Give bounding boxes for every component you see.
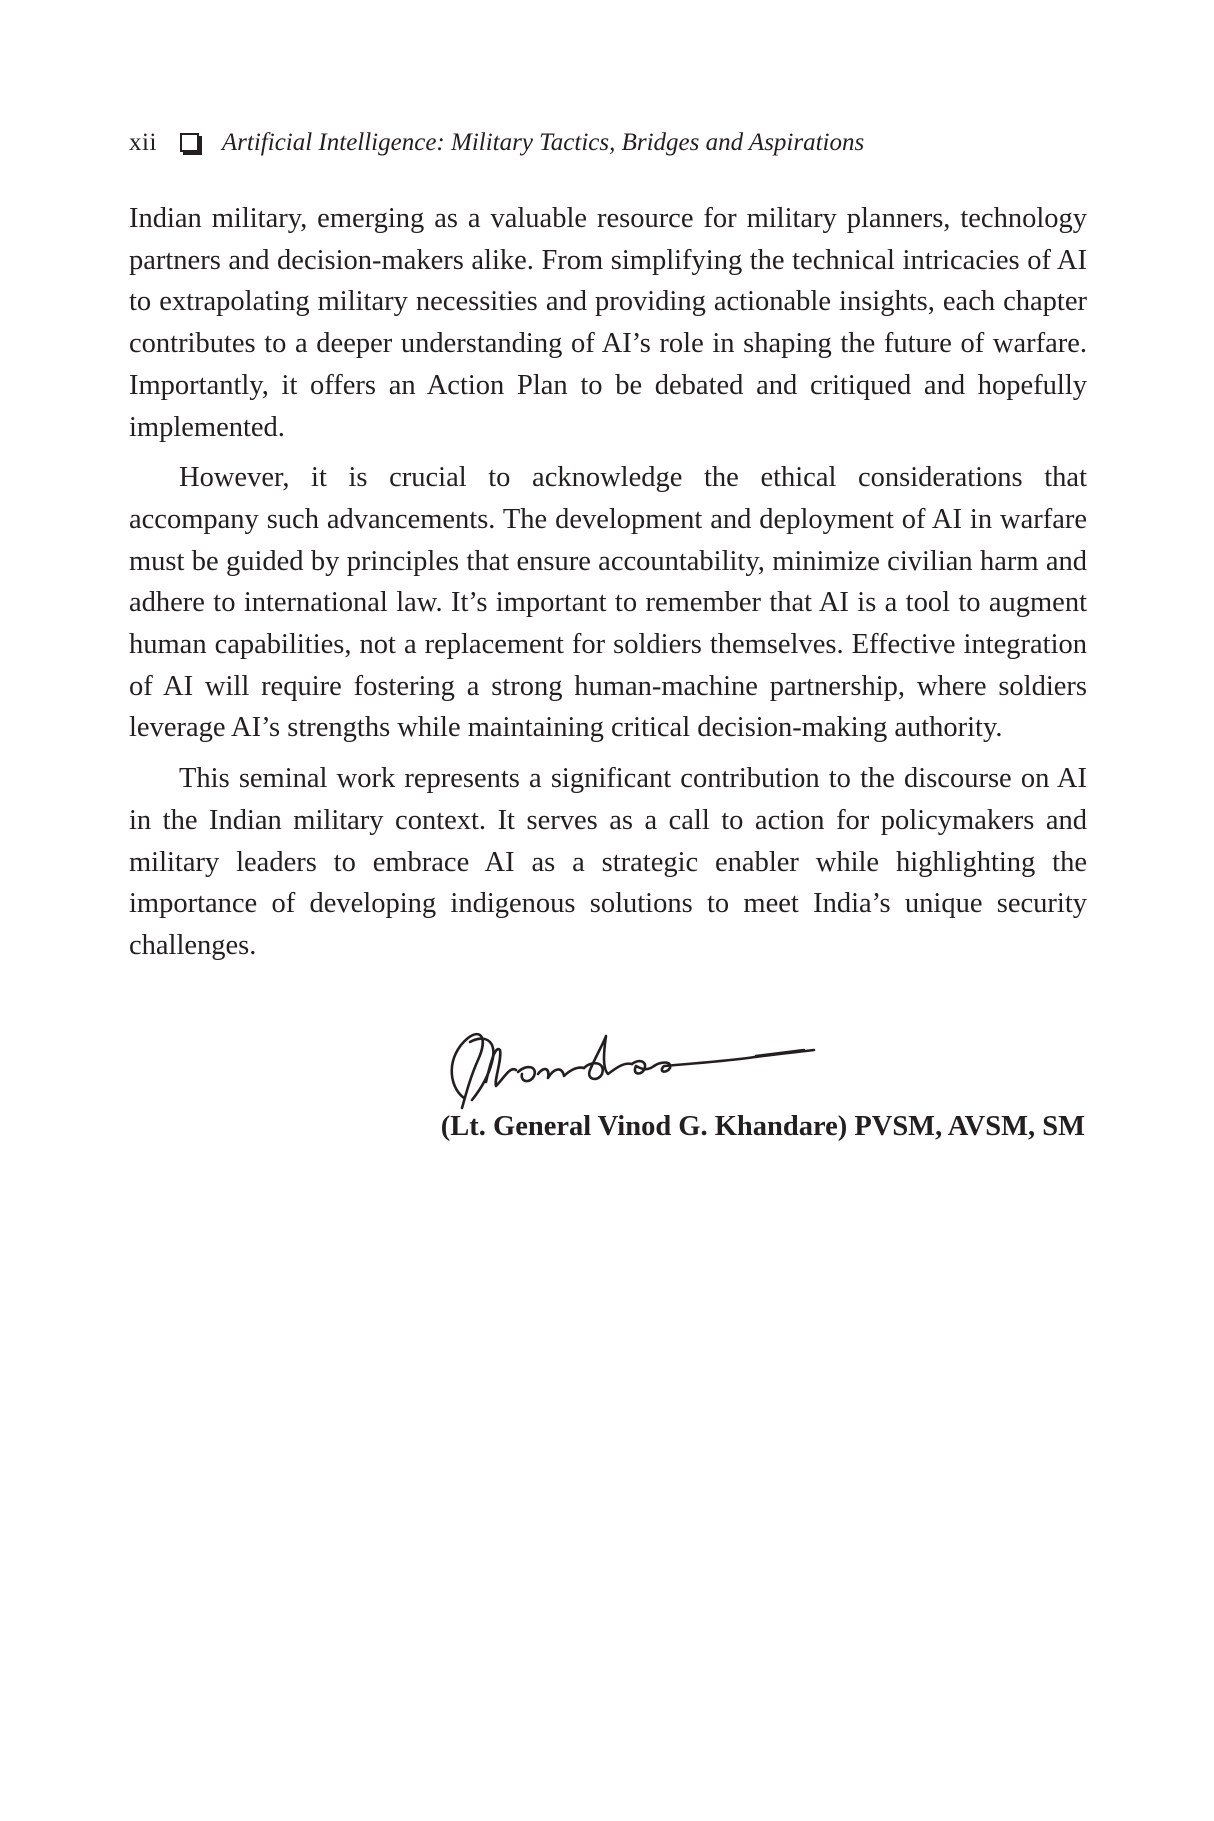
signatory-name: (Lt. General Vinod G. Khandare) PVSM, AVSM, SM — [440, 1111, 1085, 1142]
page-number: xii — [129, 129, 157, 156]
running-head — [129, 126, 864, 160]
paragraph-3: This seminal work represents a significant contribution to the discourse on AI in the Indian military context. It serves as a call to action for policymakers and military leaders to embrace AI as a strategic enabler while highlighting the importance of developing indigenous solutions to meet India’s unique security challenges. — [129, 763, 1087, 961]
box-bullet-icon — [180, 133, 199, 152]
book-title: Artificial Intelligence: Military Tactics, Bridges and Aspirations — [221, 129, 865, 156]
paragraph-2: However, it is crucial to acknowledge the ethical considerations that accompany such advancements. The development and deployment of AI in warfare must be guided by principles that ensure accountability, minimize civilian harm and adhere to international law. It’s important to remember that AI is a tool to augment human capabilities, not a replacement for soldiers themselves. Effective integration of AI will require fostering a strong human-machine partnership, where soldiers leverage AI’s strengths while maintaining critical decision-making authority. — [129, 462, 1087, 744]
paragraph-1: Indian military, emerging as a valuable resource for military planners, technology partners and decision-makers alike. From simplifying the technical intricacies of AI to extrapolating military necessities and providing actionable insights, each chapter contributes to a deeper understanding of AI’s role in shaping the future of warfare. Importantly, it offers an Action Plan to be debated and critiqued and hopefully implemented. — [129, 203, 1087, 443]
body-text — [129, 198, 1087, 976]
